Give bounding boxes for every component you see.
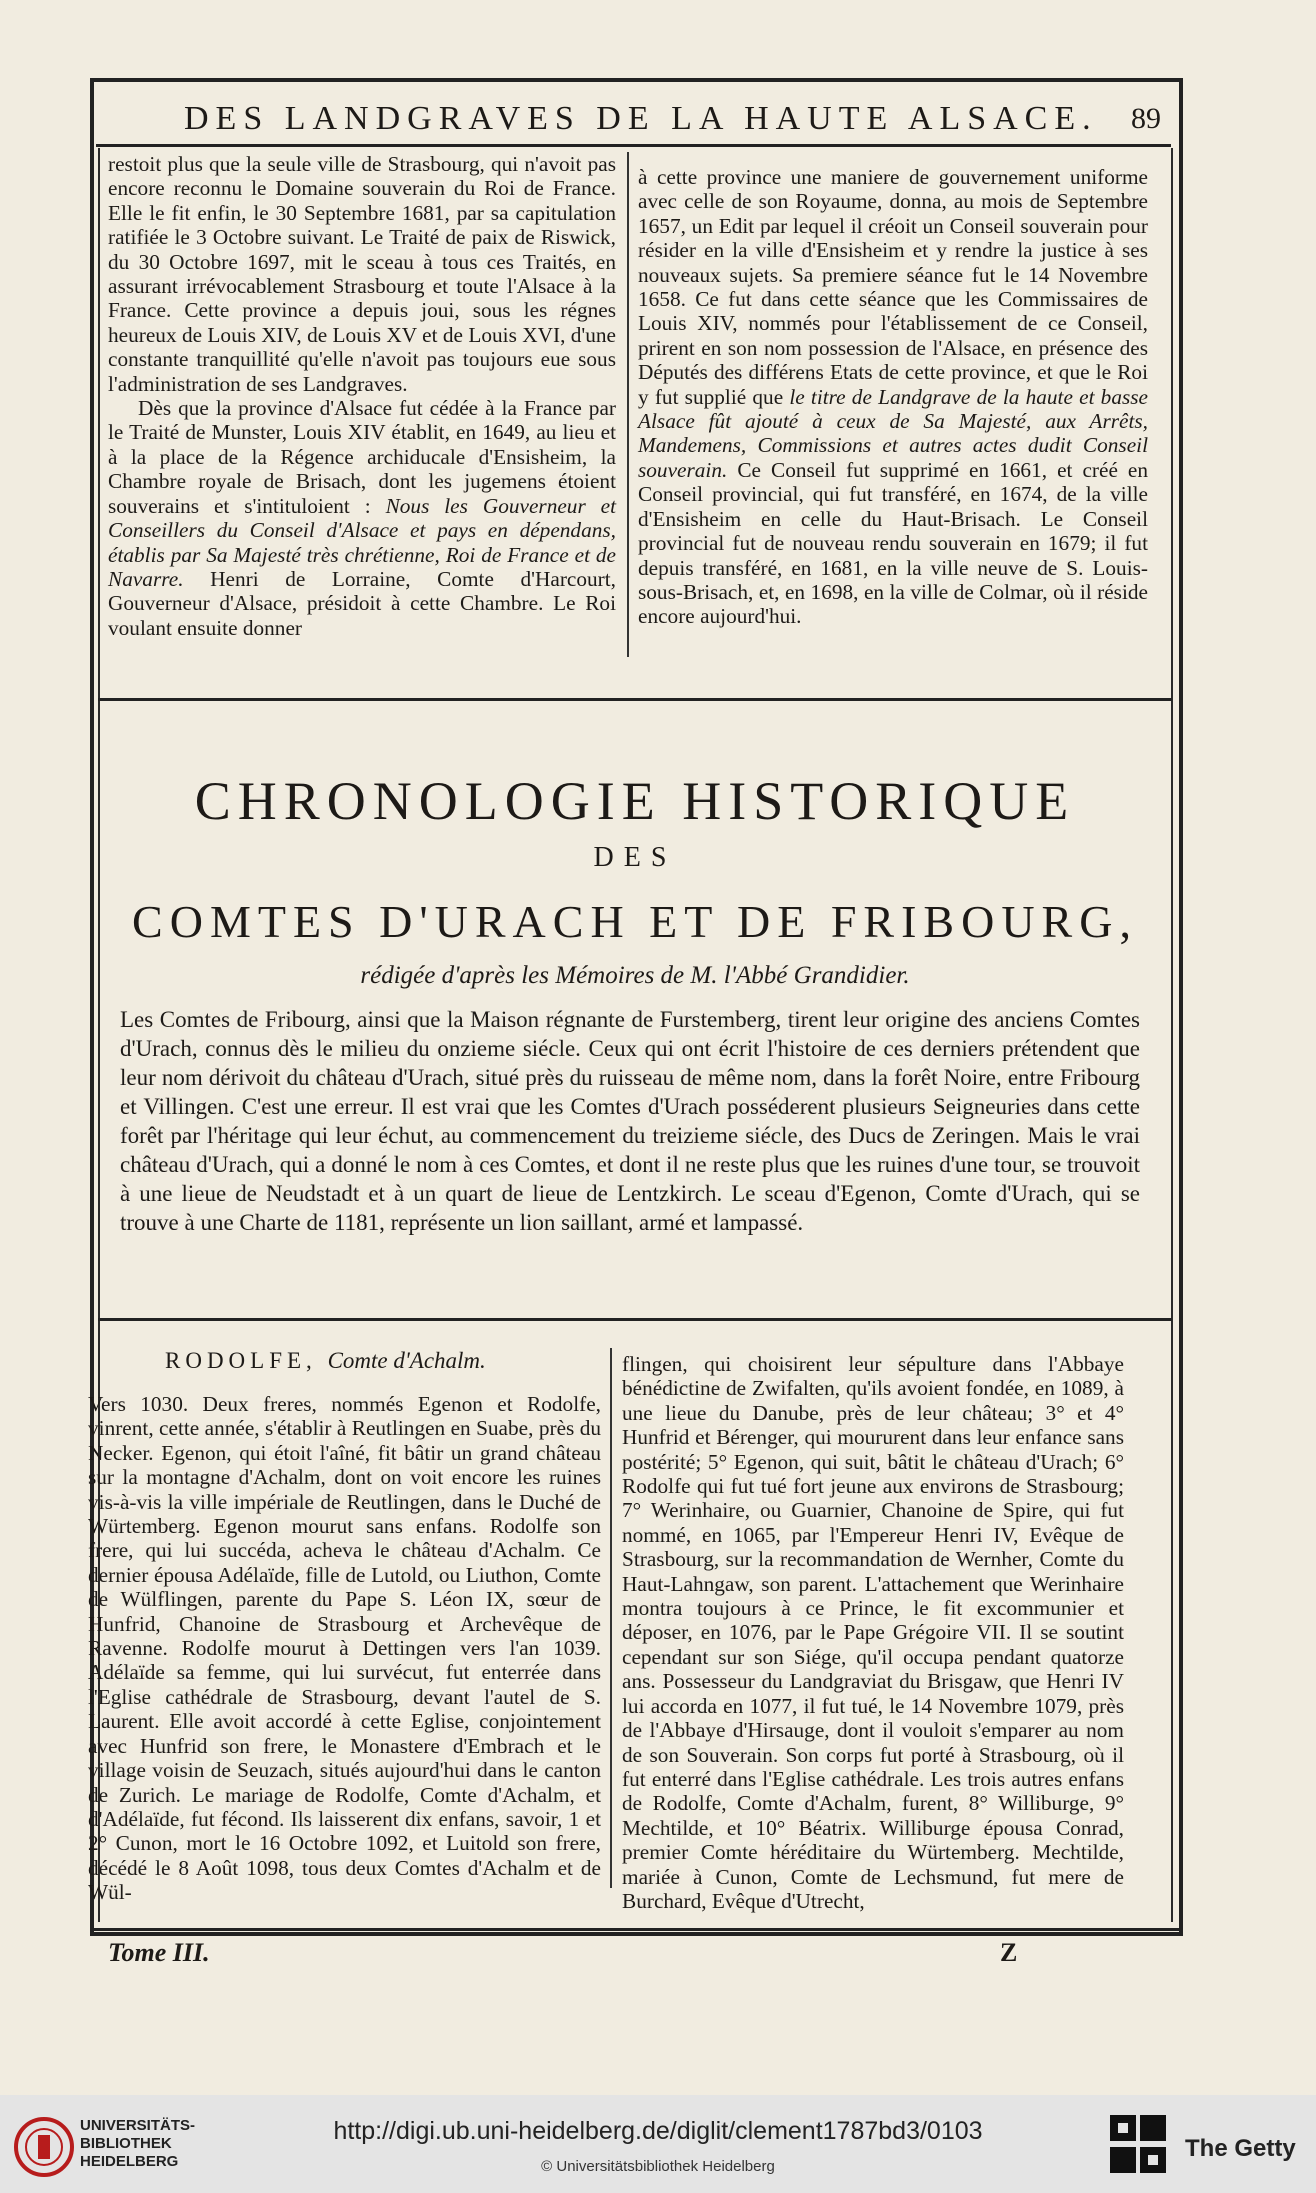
intro-text: Les Comtes de Fribourg, ainsi que la Maison régnante de Furstemberg, tirent leur origine des anciens Comtes d'Urach, connus dès le milieu du onzieme siécle. Ceux qui ont écrit l'histoire de ces derniers prétendent que leur nom dérivoit du château d'Urach, situé près du ruisseau de même nom, dans la forêt Noire, entre Fribourg et Villingen. C'est une erreur. Il est vrai que les Comtes d'Urach posséderent plusieurs Seigneuries dans cette forêt par l'héritage qui leur échut, au commencement du treizieme siécle, des Ducs de Zeringen. Mais le vrai château d'Urach, qui a donné le nom à ces Comtes, et dont il ne reste plus que les ruines d'une tour, se trouvoit à une lieue de Neudstadt et à un quart de lieue de Lentzkirch. Le sceau d'Egenon, Comte d'Urach, qui se trouve à une Charte de 1181, représente un lion saillant, armé et lampassé.	[120, 1007, 1140, 1235]
viewer-footer	[0, 2095, 1316, 2193]
library-name: UNIVERSITÄTS- BIBLIOTHEK HEIDELBERG	[80, 2117, 196, 2170]
section-rule	[98, 698, 1172, 701]
section-heading	[165, 1348, 486, 1374]
section-name: RODOLFE,	[165, 1348, 317, 1373]
paragraph: Dès que la province d'Alsace fut cédée à la France par le Traité de Munster, Louis XIV établit, en 1649, au lieu et à la place de la Régence archiducale d'Ensisheim, la Chambre royale de Brisach, dont les jugemens étoient souverains et s'intituloient : Nous les Gouverneur et Conseillers du Conseil d'Alsace et pays en dépendans, établis par Sa Majesté très chrétienne, Roi de France et de Navarre. Henri de Lorraine, Comte d'Harcourt, Gouverneur d'Alsace, présidoit à cette Chambre. Le Roi voulant ensuite donner	[108, 396, 617, 640]
signature-mark: Z	[1000, 1938, 1018, 1967]
header-rule	[96, 144, 1171, 147]
intro-paragraph	[120, 1005, 1140, 1237]
running-header	[96, 92, 1171, 142]
top-right-column	[638, 165, 1148, 629]
bottom-rule	[90, 1928, 1179, 1931]
permalink-url[interactable]: http://digi.ub.uni-heidelberg.de/diglit/clement1787bd3/0103	[333, 2117, 983, 2145]
chronology-title: CHRONOLOGIE HISTORIQUE	[194, 771, 1076, 831]
page-number: 89	[1131, 102, 1161, 135]
chronology-subtitle: rédigée d'après les Mémoires de M. l'Abbé Grandidier.	[360, 962, 910, 989]
running-title: DES LANDGRAVES DE LA HAUTE ALSACE.	[184, 100, 1098, 137]
bottom-left-column	[88, 1392, 601, 1905]
paragraph: restoit plus que la seule ville de Strasbourg, qui n'avoit pas encore reconnu le Domaine souverain du Roi de France. Elle le fit enfin, le 30 Septembre 1681, par sa capitulation ratifiée le 3 Octobre suivant. Le Traité de paix de Riswick, du 30 Octobre 1697, mit le sceau à tous ces Traités, en assurant irrévocablement Strasbourg et toute l'Alsace à la France. Cette province a depuis joui, sous les régnes heureux de Louis XIV, de Louis XV et de Louis XVI, d'une constante tranquillité qu'elle n'avoit pas toujours eue sous l'administration de ses Landgraves.	[108, 152, 616, 396]
chronology-des: DES	[593, 842, 677, 873]
paragraph: à cette province une maniere de gouvernement uniforme avec celle de son Royaume, donna, au mois de Septembre 1657, un Edit par lequel il créoit un Conseil souverain pour résider en la ville d'Ensisheim et y rendre la justice à ses nouveaux sujets. Sa premiere séance fut le 14 Novembre 1658. Ce fut dans cette séance que les Commissaires de Louis XIV, nommés pour l'établissement de ce Conseil, prirent en son nom possession de l'Alsace, en présence des Députés des différens Etats de cette province, et que le Roi y fut supplié que le titre de Landgrave de la haute et basse Alsace fût ajouté à ceux de Sa Majesté, aux Arrêts, Mandemens, Commissions et autres actes dudit Conseil souverain. Ce Conseil fut supprimé en 1661, et créé en Conseil provincial, qui fut transféré, en 1674, de la ville d'Ensisheim en celle du Haut-Brisach. Le Conseil provincial fut de nouveau rendu souverain en 1679; il fut depuis transféré, en 1681, en la ville neuve de S. Louis-sous-Brisach, et, en 1698, en la ville de Colmar, où il réside encore aujourd'hui.	[638, 165, 1149, 629]
getty-label: The Getty	[1185, 2135, 1296, 2162]
tome-label: Tome III.	[108, 1938, 210, 1967]
section-rule	[98, 1318, 1172, 1321]
chronology-comtes: COMTES D'URACH ET DE FRIBOURG,	[132, 896, 1138, 947]
paragraph: Vers 1030. Deux freres, nommés Egenon et Rodolfe, vinrent, cette année, s'établir à Reutlingen en Suabe, près du Necker. Egenon, qui étoit l'aîné, fit bâtir un grand château sur la montagne d'Achalm, dont on voit encore les ruines vis-à-vis la ville impériale de Reutlingen, dans le Duché de Würtemberg. Egenon mourut sans enfans. Rodolfe son frere, qui lui succéda, acheva le château d'Achalm. Ce dernier épousa Adélaïde, fille de Lutold, ou Liuthon, Comte de Wülflingen, parente du Pape S. Léon IX, sœur de Hunfrid, Chanoine de Strasbourg et Archevêque de Ravenne. Rodolfe mourut à Dettingen vers l'an 1039. Adélaïde sa femme, qui lui survécut, fut enterrée dans l'Eglise cathédrale de Strasbourg, devant l'autel de S. Laurent. Elle avoit accordé à cette Eglise, conjointement avec Hunfrid son frere, le Monastere d'Embrach et le village voisin de Seuzach, situés aujourd'hui dans le canton de Zurich. Le mariage de Rodolfe, Comte d'Achalm, et d'Adélaïde, fut fécond. Ils laisserent dix enfans, savoir, 1 et 2° Cunon, mort le 16 Octobre 1092, et Luitold son frere, décédé le 8 Août 1098, tous deux Comtes d'Achalm et de Wül-	[88, 1392, 601, 1905]
paragraph: flingen, qui choisirent leur sépulture dans l'Abbaye bénédictine de Zwifalten, qu'ils avoient fondée, en 1089, à une lieue du Danube, près de leur château; 3° et 4° Hunfrid et Bérenger, qui moururent dans leur enfance sans postérité; 5° Egenon, qui suit, bâtit le château d'Urach; 6° Rodolfe qui fut tué fort jeune aux environs de Strasbourg; 7° Werinhaire, ou Guarnier, Chanoine de Spire, qui fut nommé, en 1065, par l'Empereur Henri IV, Evêque de Strasbourg, sur la recommandation de Wernher, Comte du Haut-Lahngaw, son parent. L'attachement que Werinhaire montra toujours à ce Prince, le fit excommunier et déposer, en 1076, par le Pape Grégoire VII. Il se soutint cependant sur son Siége, qu'il occupa pendant quatorze ans. Possesseur du Landgraviat du Brisgaw, que Henri IV lui accorda en 1077, il fut tué, le 14 Novembre 1079, près de l'Abbaye d'Hirsauge, dont il vouloit s'emparer au nom de son Souverain. Son corps fut porté à Strasbourg, où il fut enterré dans l'Eglise cathédrale. Les trois autres enfans de Rodolfe, Comte d'Achalm, furent, 8° Williburge, 9° Mechtilde, et 10° Béatrix. Williburge épousa Conrad, premier Comte héréditaire du Würtemberg. Mechtilde, mariée à Cunon, Comte de Lechsmund, fut mere de Burchard, Evêque d'Utrecht,	[622, 1352, 1124, 1913]
bottom-right-column	[622, 1352, 1124, 1913]
copyright-notice: © Universitätsbibliothek Heidelberg	[541, 2158, 775, 2175]
top-left-column	[108, 152, 616, 640]
section-title: Comte d'Achalm.	[327, 1348, 486, 1373]
column-divider	[627, 152, 629, 657]
column-divider	[610, 1348, 612, 1888]
getty-logo-icon	[1108, 2113, 1168, 2177]
